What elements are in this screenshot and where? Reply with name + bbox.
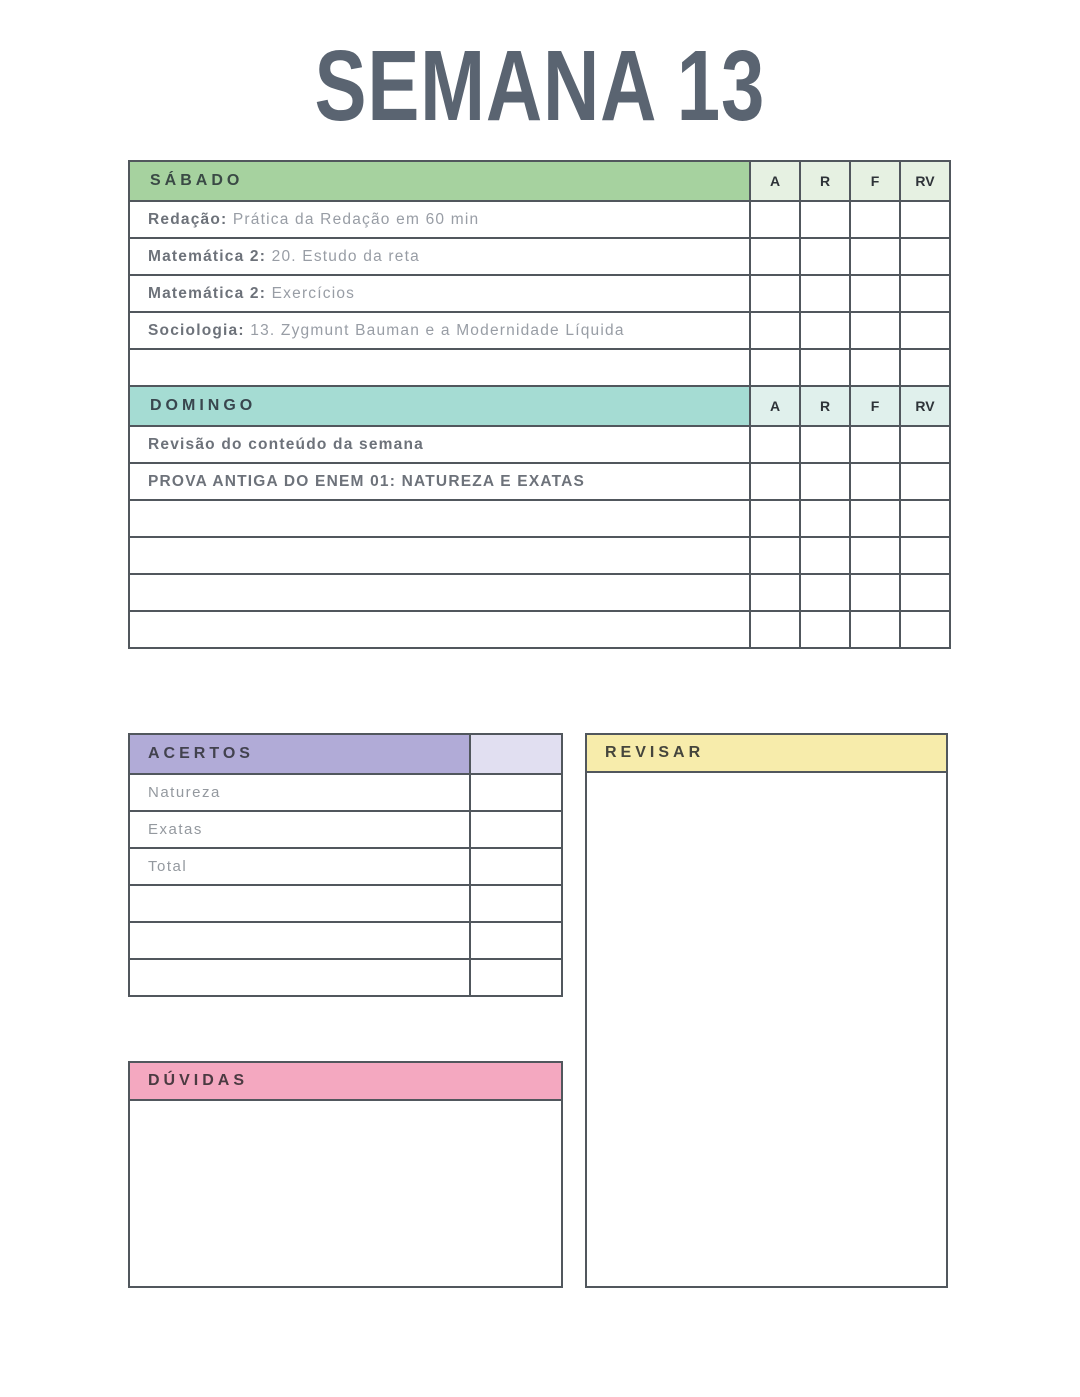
task-cell [129, 201, 750, 238]
acertos-row-label[interactable] [129, 922, 470, 959]
acertos-title: ACERTOS [129, 734, 470, 774]
task-row-empty [129, 349, 950, 386]
check-cell-r[interactable] [800, 349, 850, 386]
sunday-day-label: DOMINGO [129, 386, 750, 426]
check-cell-r[interactable] [800, 238, 850, 275]
revisar-notes-area[interactable] [587, 773, 946, 1284]
check-cell-rv[interactable] [900, 312, 950, 349]
task-row [129, 201, 950, 238]
task-subject: PROVA ANTIGA DO ENEM 01: NATUREZA E EXATAS [148, 472, 586, 490]
task-cell [129, 426, 750, 463]
duvidas-box [128, 1061, 563, 1288]
acertos-row-empty [129, 885, 562, 922]
check-cell-r[interactable] [800, 312, 850, 349]
check-cell-rv[interactable] [900, 537, 950, 574]
check-cell-rv[interactable] [900, 611, 950, 648]
task-description: Exercícios [271, 284, 356, 302]
check-cell-f[interactable] [850, 238, 900, 275]
check-cell-rv[interactable] [900, 275, 950, 312]
check-cell-a[interactable] [750, 238, 800, 275]
acertos-value-cell[interactable] [470, 922, 562, 959]
page-title [0, 30, 1080, 142]
task-row-empty [129, 537, 950, 574]
acertos-row-label: Exatas [129, 811, 470, 848]
column-header-r: R [800, 161, 850, 201]
task-row-empty [129, 500, 950, 537]
check-cell-a[interactable] [750, 574, 800, 611]
check-cell-f[interactable] [850, 574, 900, 611]
check-cell-r[interactable] [800, 537, 850, 574]
check-cell-rv[interactable] [900, 500, 950, 537]
task-subject: Matemática 2: [148, 247, 267, 265]
task-row [129, 238, 950, 275]
task-row-empty [129, 574, 950, 611]
revisar-title: REVISAR [587, 735, 946, 773]
check-cell-r[interactable] [800, 611, 850, 648]
duvidas-notes-area[interactable] [130, 1101, 561, 1284]
check-cell-f[interactable] [850, 312, 900, 349]
column-header-a: A [750, 161, 800, 201]
check-cell-rv[interactable] [900, 574, 950, 611]
check-cell-a[interactable] [750, 611, 800, 648]
column-header-rv: RV [900, 161, 950, 201]
check-cell-f[interactable] [850, 537, 900, 574]
page-title-text: SEMANA 13 [314, 30, 766, 142]
task-subject: Sociologia: [148, 321, 245, 339]
check-cell-r[interactable] [800, 463, 850, 500]
saturday-header-row [129, 161, 950, 201]
column-header-f: F [850, 386, 900, 426]
task-cell[interactable] [129, 500, 750, 537]
check-cell-a[interactable] [750, 463, 800, 500]
check-cell-r[interactable] [800, 426, 850, 463]
saturday-day-label: SÁBADO [129, 161, 750, 201]
acertos-value-cell[interactable] [470, 959, 562, 996]
check-cell-f[interactable] [850, 500, 900, 537]
acertos-value-cell[interactable] [470, 774, 562, 811]
acertos-row-label: Total [129, 848, 470, 885]
acertos-header-cell [470, 734, 562, 774]
acertos-row-empty [129, 922, 562, 959]
task-subject: Matemática 2: [148, 284, 267, 302]
task-cell[interactable] [129, 574, 750, 611]
check-cell-a[interactable] [750, 201, 800, 238]
check-cell-rv[interactable] [900, 426, 950, 463]
check-cell-a[interactable] [750, 275, 800, 312]
check-cell-f[interactable] [850, 426, 900, 463]
check-cell-rv[interactable] [900, 201, 950, 238]
acertos-row-label[interactable] [129, 885, 470, 922]
task-cell[interactable] [129, 537, 750, 574]
duvidas-title: DÚVIDAS [130, 1063, 561, 1101]
check-cell-a[interactable] [750, 426, 800, 463]
task-subject: Redação: [148, 210, 228, 228]
acertos-value-cell[interactable] [470, 885, 562, 922]
task-row [129, 275, 950, 312]
weekly-schedule-table [128, 160, 951, 649]
revisar-box [585, 733, 948, 1288]
acertos-row [129, 811, 562, 848]
column-header-rv: RV [900, 386, 950, 426]
check-cell-r[interactable] [800, 574, 850, 611]
check-cell-r[interactable] [800, 275, 850, 312]
task-cell [129, 275, 750, 312]
check-cell-rv[interactable] [900, 349, 950, 386]
task-subject: Revisão do conteúdo da semana [148, 435, 424, 453]
check-cell-rv[interactable] [900, 238, 950, 275]
check-cell-f[interactable] [850, 275, 900, 312]
acertos-value-cell[interactable] [470, 811, 562, 848]
check-cell-rv[interactable] [900, 463, 950, 500]
task-row-empty [129, 611, 950, 648]
acertos-row-label[interactable] [129, 959, 470, 996]
task-row [129, 312, 950, 349]
check-cell-f[interactable] [850, 611, 900, 648]
check-cell-a[interactable] [750, 537, 800, 574]
acertos-row [129, 848, 562, 885]
check-cell-r[interactable] [800, 500, 850, 537]
check-cell-f[interactable] [850, 463, 900, 500]
task-cell [129, 463, 750, 500]
check-cell-a[interactable] [750, 349, 800, 386]
acertos-row-empty [129, 959, 562, 996]
task-cell [129, 312, 750, 349]
check-cell-f[interactable] [850, 201, 900, 238]
column-header-f: F [850, 161, 900, 201]
task-description: Prática da Redação em 60 min [232, 210, 480, 228]
check-cell-a[interactable] [750, 500, 800, 537]
task-description: 20. Estudo da reta [271, 247, 420, 265]
check-cell-f[interactable] [850, 349, 900, 386]
acertos-table [128, 733, 563, 997]
task-row [129, 426, 950, 463]
task-description: 13. Zygmunt Bauman e a Modernidade Líquida [250, 321, 625, 339]
task-cell[interactable] [129, 611, 750, 648]
task-cell[interactable] [129, 349, 750, 386]
task-row [129, 463, 950, 500]
column-header-a: A [750, 386, 800, 426]
acertos-row-label: Natureza [129, 774, 470, 811]
acertos-value-cell[interactable] [470, 848, 562, 885]
sunday-header-row [129, 386, 950, 426]
column-header-r: R [800, 386, 850, 426]
check-cell-r[interactable] [800, 201, 850, 238]
acertos-row [129, 774, 562, 811]
check-cell-a[interactable] [750, 312, 800, 349]
task-cell [129, 238, 750, 275]
acertos-header-row [129, 734, 562, 774]
